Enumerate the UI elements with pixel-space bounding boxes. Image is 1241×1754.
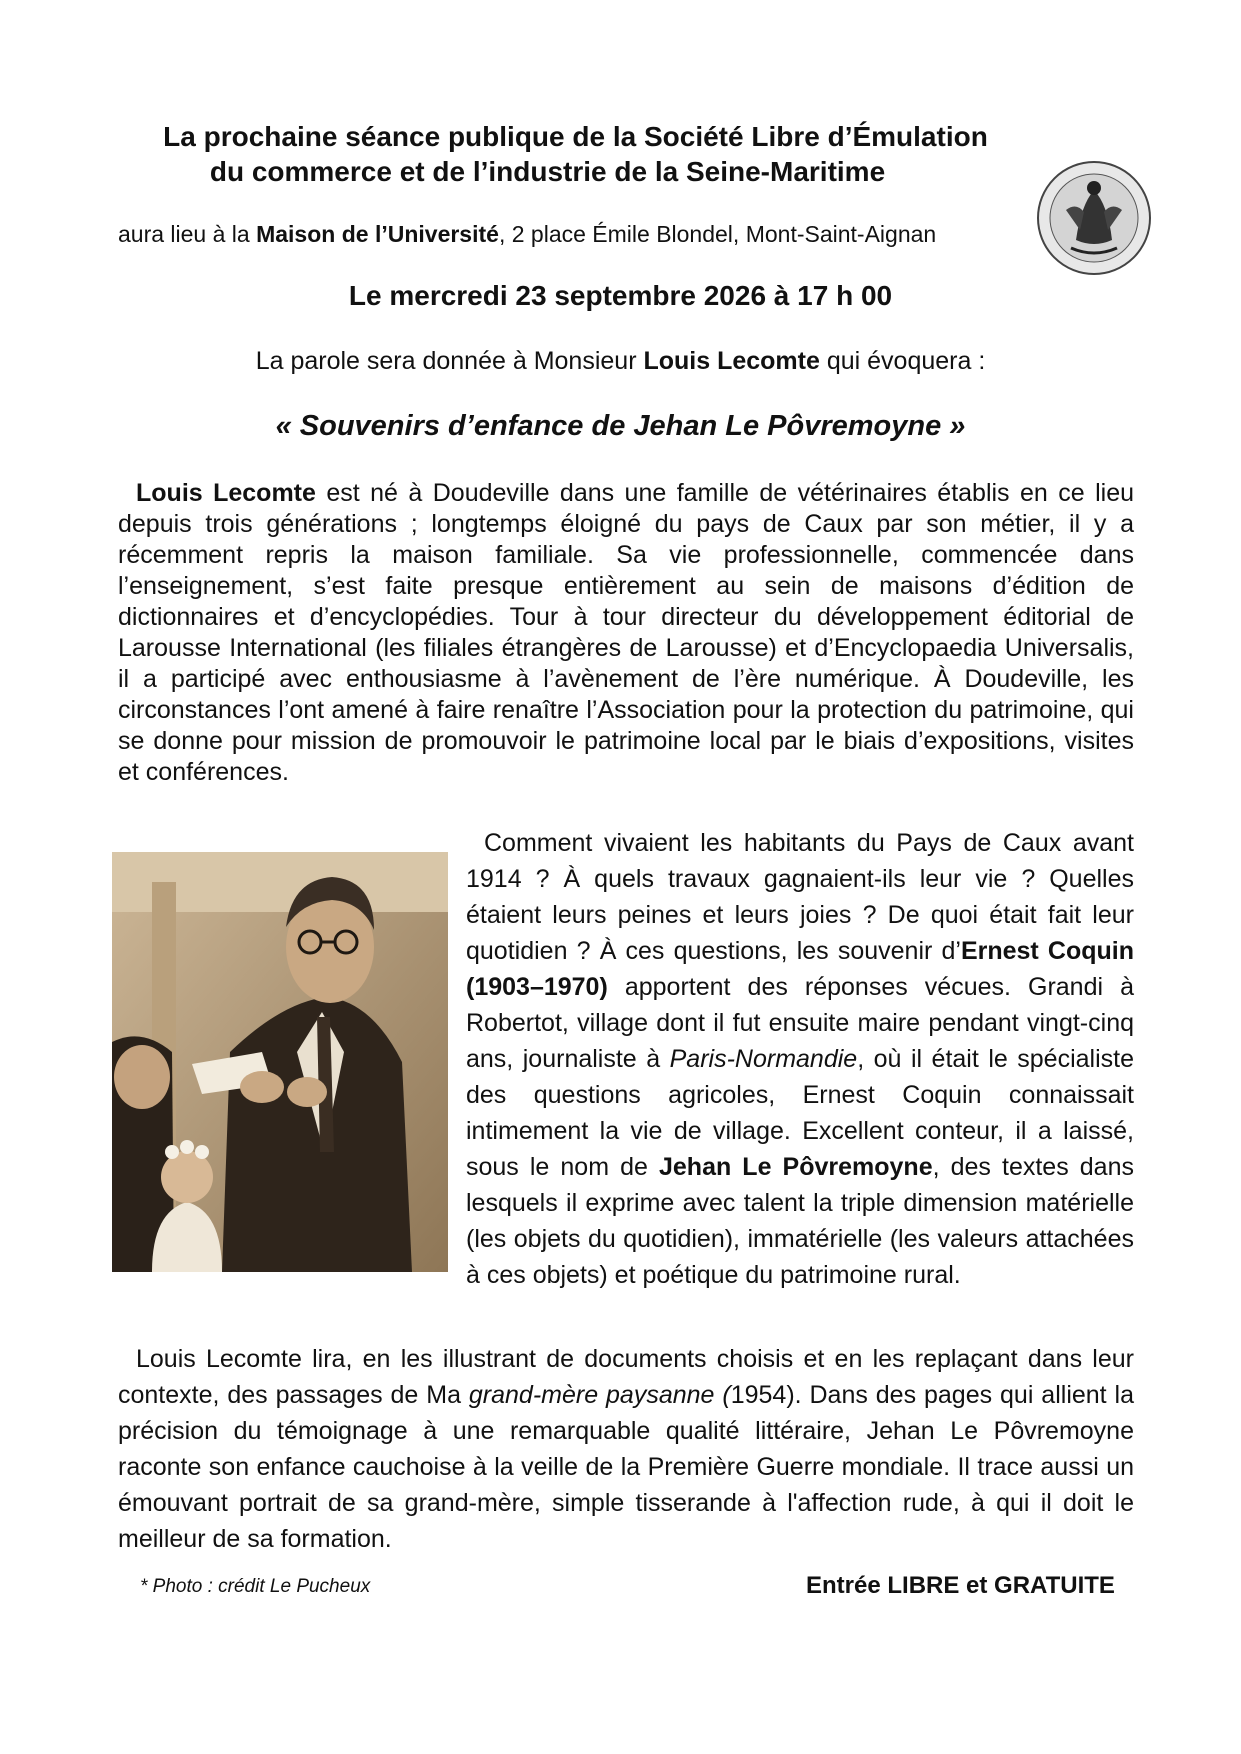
venue-line xyxy=(118,219,936,249)
coquin-part1: Comment vivaient les habitants du Pays de Caux avant 1914 ? À quels travaux gagnaient-ils leur vie ? Quelles étaient leurs peines et leurs joies ? De quoi était fait leur quotidien ? À ces questions, les souvenir d’ xyxy=(466,829,1134,965)
venue-prefix: aura lieu à la xyxy=(118,221,257,247)
venue-place: Maison de l’Université xyxy=(256,221,499,247)
coquin-part3: , où il était le spécialiste des questions agricoles, Ernest Coquin connaissait intimement la vie de village. Excellent conteur, il a laissé, sous le nom de xyxy=(466,1045,1134,1181)
entry-notice: Entrée LIBRE et GRATUITE xyxy=(806,1572,1115,1599)
bio-name: Louis Lecomte xyxy=(136,479,316,507)
bio-text: est né à Doudeville dans une famille de vétérinaires établis en ce lieu depuis trois générations ; longtemps éloigné du pays de Caux par son métier, il y a récemment repris la maison familiale. Sa vie professionnelle, commencée dans l’enseignement, s’est faite presque entièrement au sein de maisons d’édition de dictionnaires et d’encyclopédies. Tour à tour directeur du développement éditorial de Larousse International (les filiales étrangères de Larousse) et d’Encyclopaedia Universalis, il a participé avec enthousiasme à l’avènement de l’ère numérique. À Doudeville, les circonstances l’ont amené à faire renaître l’Association pour la protection du patrimoine, qui se donne pour mission de promouvoir le patrimoine local par le biais d’expositions, visites et conférences. xyxy=(118,479,1135,786)
talk-title: « Souvenirs d’enfance de Jehan Le Pôvremoyne » xyxy=(275,410,966,442)
event-date: Le mercredi 23 septembre 2026 à 17 h 00 xyxy=(348,280,893,311)
newspaper-name: Paris-Normandie xyxy=(669,1045,858,1073)
reading-part2: 1954). Dans des pages qui allient la précision du témoignage à une remarquable qualité littéraire, Jehan Le Pôvremoyne raconte son enfance cauchoise à la veille de la Première Guerre mondiale. Il trace aussi un émouvant portrait de sa grand-mère, simple tisserande à l'affection rude, à qui il doit le meilleur de sa formation. xyxy=(118,1381,1134,1553)
bio-paragraph xyxy=(118,478,1134,788)
photo-credit: * Photo : crédit Le Pucheux xyxy=(140,1576,371,1597)
coquin-name-dates: Ernest Coquin (1903–1970) xyxy=(466,937,1134,1001)
title-line-2: du commerce et de l’industrie de la Seine-Maritime xyxy=(209,156,886,187)
society-seal-icon xyxy=(1036,160,1152,276)
pen-name: Jehan Le Pôvremoyne xyxy=(658,1153,933,1181)
reading-paragraph xyxy=(118,1341,1134,1557)
intro-prefix: La parole sera donnée à Monsieur xyxy=(255,347,644,375)
intro-suffix: qui évoquera : xyxy=(819,347,986,375)
coquin-part4: , des textes dans lesquels il exprime avec talent la triple dimension matérielle (les objets du quotidien), immatérielle (les valeurs attachées à ces objets) et poétique du patrimoine rural. xyxy=(466,1153,1134,1289)
speaker-name: Louis Lecomte xyxy=(643,347,820,375)
coquin-paragraph xyxy=(118,825,1134,1293)
title-line-1: La prochaine séance publique de la Société Libre d’Émulation xyxy=(163,121,988,152)
venue-address: , 2 place Émile Blondel, Mont-Saint-Aignan xyxy=(498,221,937,247)
speaker-intro xyxy=(0,345,1241,377)
coquin-part2: apportent des réponses vécues. Grandi à Robertot, village dont il fut ensuite maire pendant vingt-cinq ans, journaliste à xyxy=(466,973,1134,1073)
book-title: grand-mère paysanne ( xyxy=(468,1381,731,1409)
reading-part1: Louis Lecomte lira, en les illustrant de documents choisis et en les replaçant dans leur contexte, des passages de Ma xyxy=(118,1345,1134,1409)
sepia-portrait-photo xyxy=(112,852,448,1272)
